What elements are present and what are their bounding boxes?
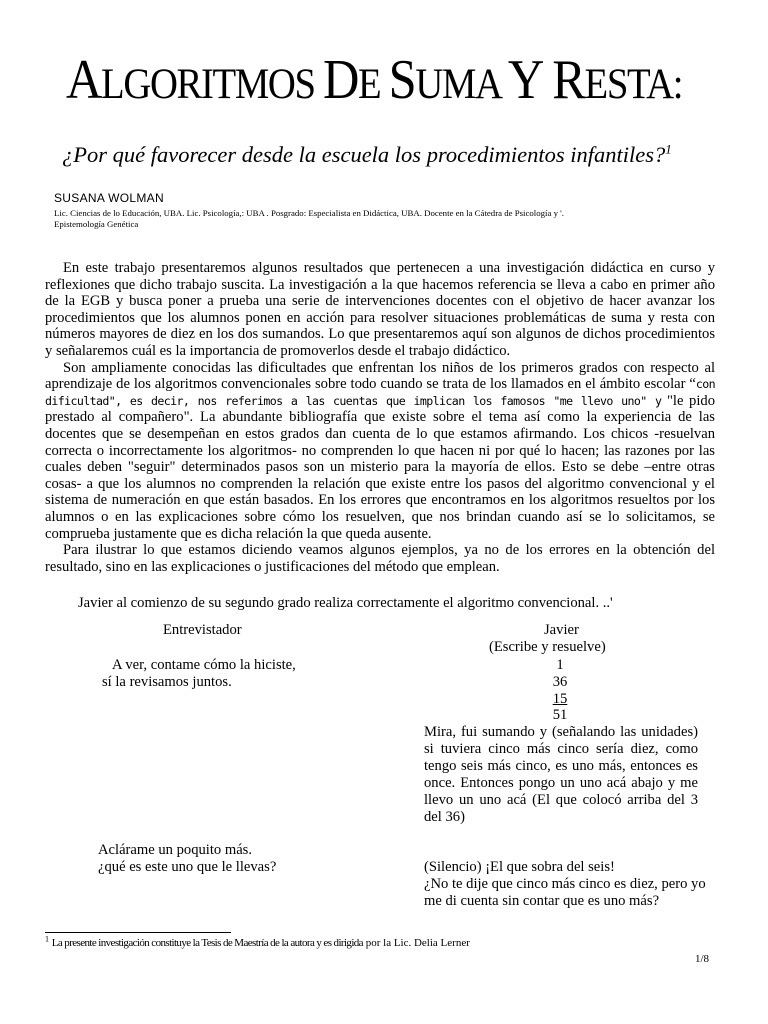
body-text xyxy=(45,260,715,575)
document-subtitle: ¿Por qué favorecer desde la escuela los procedimientos infantiles?$^1$ xyxy=(62,141,672,167)
student-header-note: (Escribe y resuelve) xyxy=(489,639,606,655)
interviewer-question-2a: Aclárame un poquito más. xyxy=(98,842,253,858)
calc-addend-2: 15 xyxy=(552,691,568,707)
student-header: Javier xyxy=(544,622,579,638)
paragraph: Son ampliamente conocidas las dificultades que enfrentan los niños de los primeros grados con respecto al aprendizaje de los algoritmos convencionales sobre todo cuando se trata de los llamados en el ámbito escolar “con dificultad", es decir, nos referimos a las cuentas que implican los famosos "me llevo uno" y "le pido prestado al compañero". La abundante bibliografía que existe sobre el tema así como la experiencia de las docentes que se desempeñan en estos grados dan cuenta de lo que estamos afirmando. Los chicos -resuelvan correcta o incorrectamente los algoritmos- no comprenden lo que hacen ni por qué lo hacen; las razones por las cuales deben "seguir" determinados pasos son un misterio para la mayoría de ellos. Esto se debe –entre otras cosas- a que los alumnos no comprenden la relación que existe entre los pasos del algoritmo convencional y el sistema de numeración en que están basados. En los errores que encontramos en los algoritmos resueltos por los alumnos o en las explicaciones sobre cómo los resuelven, que nos brindan cuando así se lo solicitamos, se comprueba justamente que es dicha relación la que queda ausente. xyxy=(45,359,715,542)
interviewer-header: Entrevistador xyxy=(163,622,242,638)
footnote-reference[interactable]: 1 xyxy=(665,141,672,157)
calc-result: 51 xyxy=(552,707,568,723)
page-number: 1/8 xyxy=(695,953,710,965)
paragraph: En este trabajo presentaremos algunos resultados que pertenecen a una investigación didáctica en curso y reflexiones que dicho trabajo suscita. La investigación a la que hacemos referencia se lleva a cabo en primer año de la EGB y busca poner a prueba una serie de intervenciones docentes con el objetivo de hacer avanzar los procedimientos que los alumnos ponen en acción para resolver situaciones problemáticas de suma y resta con números mayores de diez en los dos sumandos. Lo que presentaremos aquí son algunos de dichos procedimientos y señalaremos cuál es la importancia de promoverlos desde el trabajo didáctico. xyxy=(45,260,715,359)
interviewer-question-1b: sí la revisamos juntos. xyxy=(102,674,232,690)
footnote: $^1$ La presente investigación constituye la Tesis de Maestría de la autora y es dirigida por la Lic. Delia Lerner xyxy=(45,934,470,949)
calc-addend-1: 36 xyxy=(552,674,568,690)
interviewer-question-1a: A ver, contame cómo la hiciste, xyxy=(112,657,296,673)
student-answer-2a: (Silencio) ¡El que sobra del seis! xyxy=(424,859,615,875)
student-answer-2b: ¿No te dije que cinco más cinco es diez, pero yo me di cuenta sin contar que es uno más? xyxy=(424,876,706,909)
dialogue-intro: Javier al comienzo de su segundo grado realiza correctamente el algoritmo convencional. ..' xyxy=(78,595,613,611)
document-title: ALGORITMOS DE SUMA Y RESTA: xyxy=(66,49,683,111)
author-affiliation: Lic. Ciencias de lo Educación, UBA. Lic. Psicología,: UBA . Posgrado: Especialista en Didáctica, UBA. Docente en la Cátedra de Psicología y '. Epistemología Genética xyxy=(54,208,564,229)
typewriter-text: con dificultad", es decir, nos referimos a las cuentas que implican los famosos "me llevo uno" y xyxy=(45,377,715,408)
calc-carry: 1 xyxy=(556,657,564,673)
student-answer-1: Mira, fui sumando y (señalando las unidades) si tuviera cinco más cinco sería diez, como tengo seis más cinco, es uno más, entonces es once. Entonces pongo un uno acá abajo y me llevo un uno acá (El que colocó arriba del 3 del 36) xyxy=(424,724,698,825)
interviewer-question-2b: ¿qué es este uno que le llevas? xyxy=(98,859,277,875)
footnote-separator xyxy=(45,932,231,933)
author-name: SUSANA WOLMAN xyxy=(54,191,164,205)
paragraph: Para ilustrar lo que estamos diciendo veamos algunos ejemplos, ya no de los errores en la obtención del resultado, sino en las explicaciones o justificaciones del método que emplean. xyxy=(45,542,715,575)
